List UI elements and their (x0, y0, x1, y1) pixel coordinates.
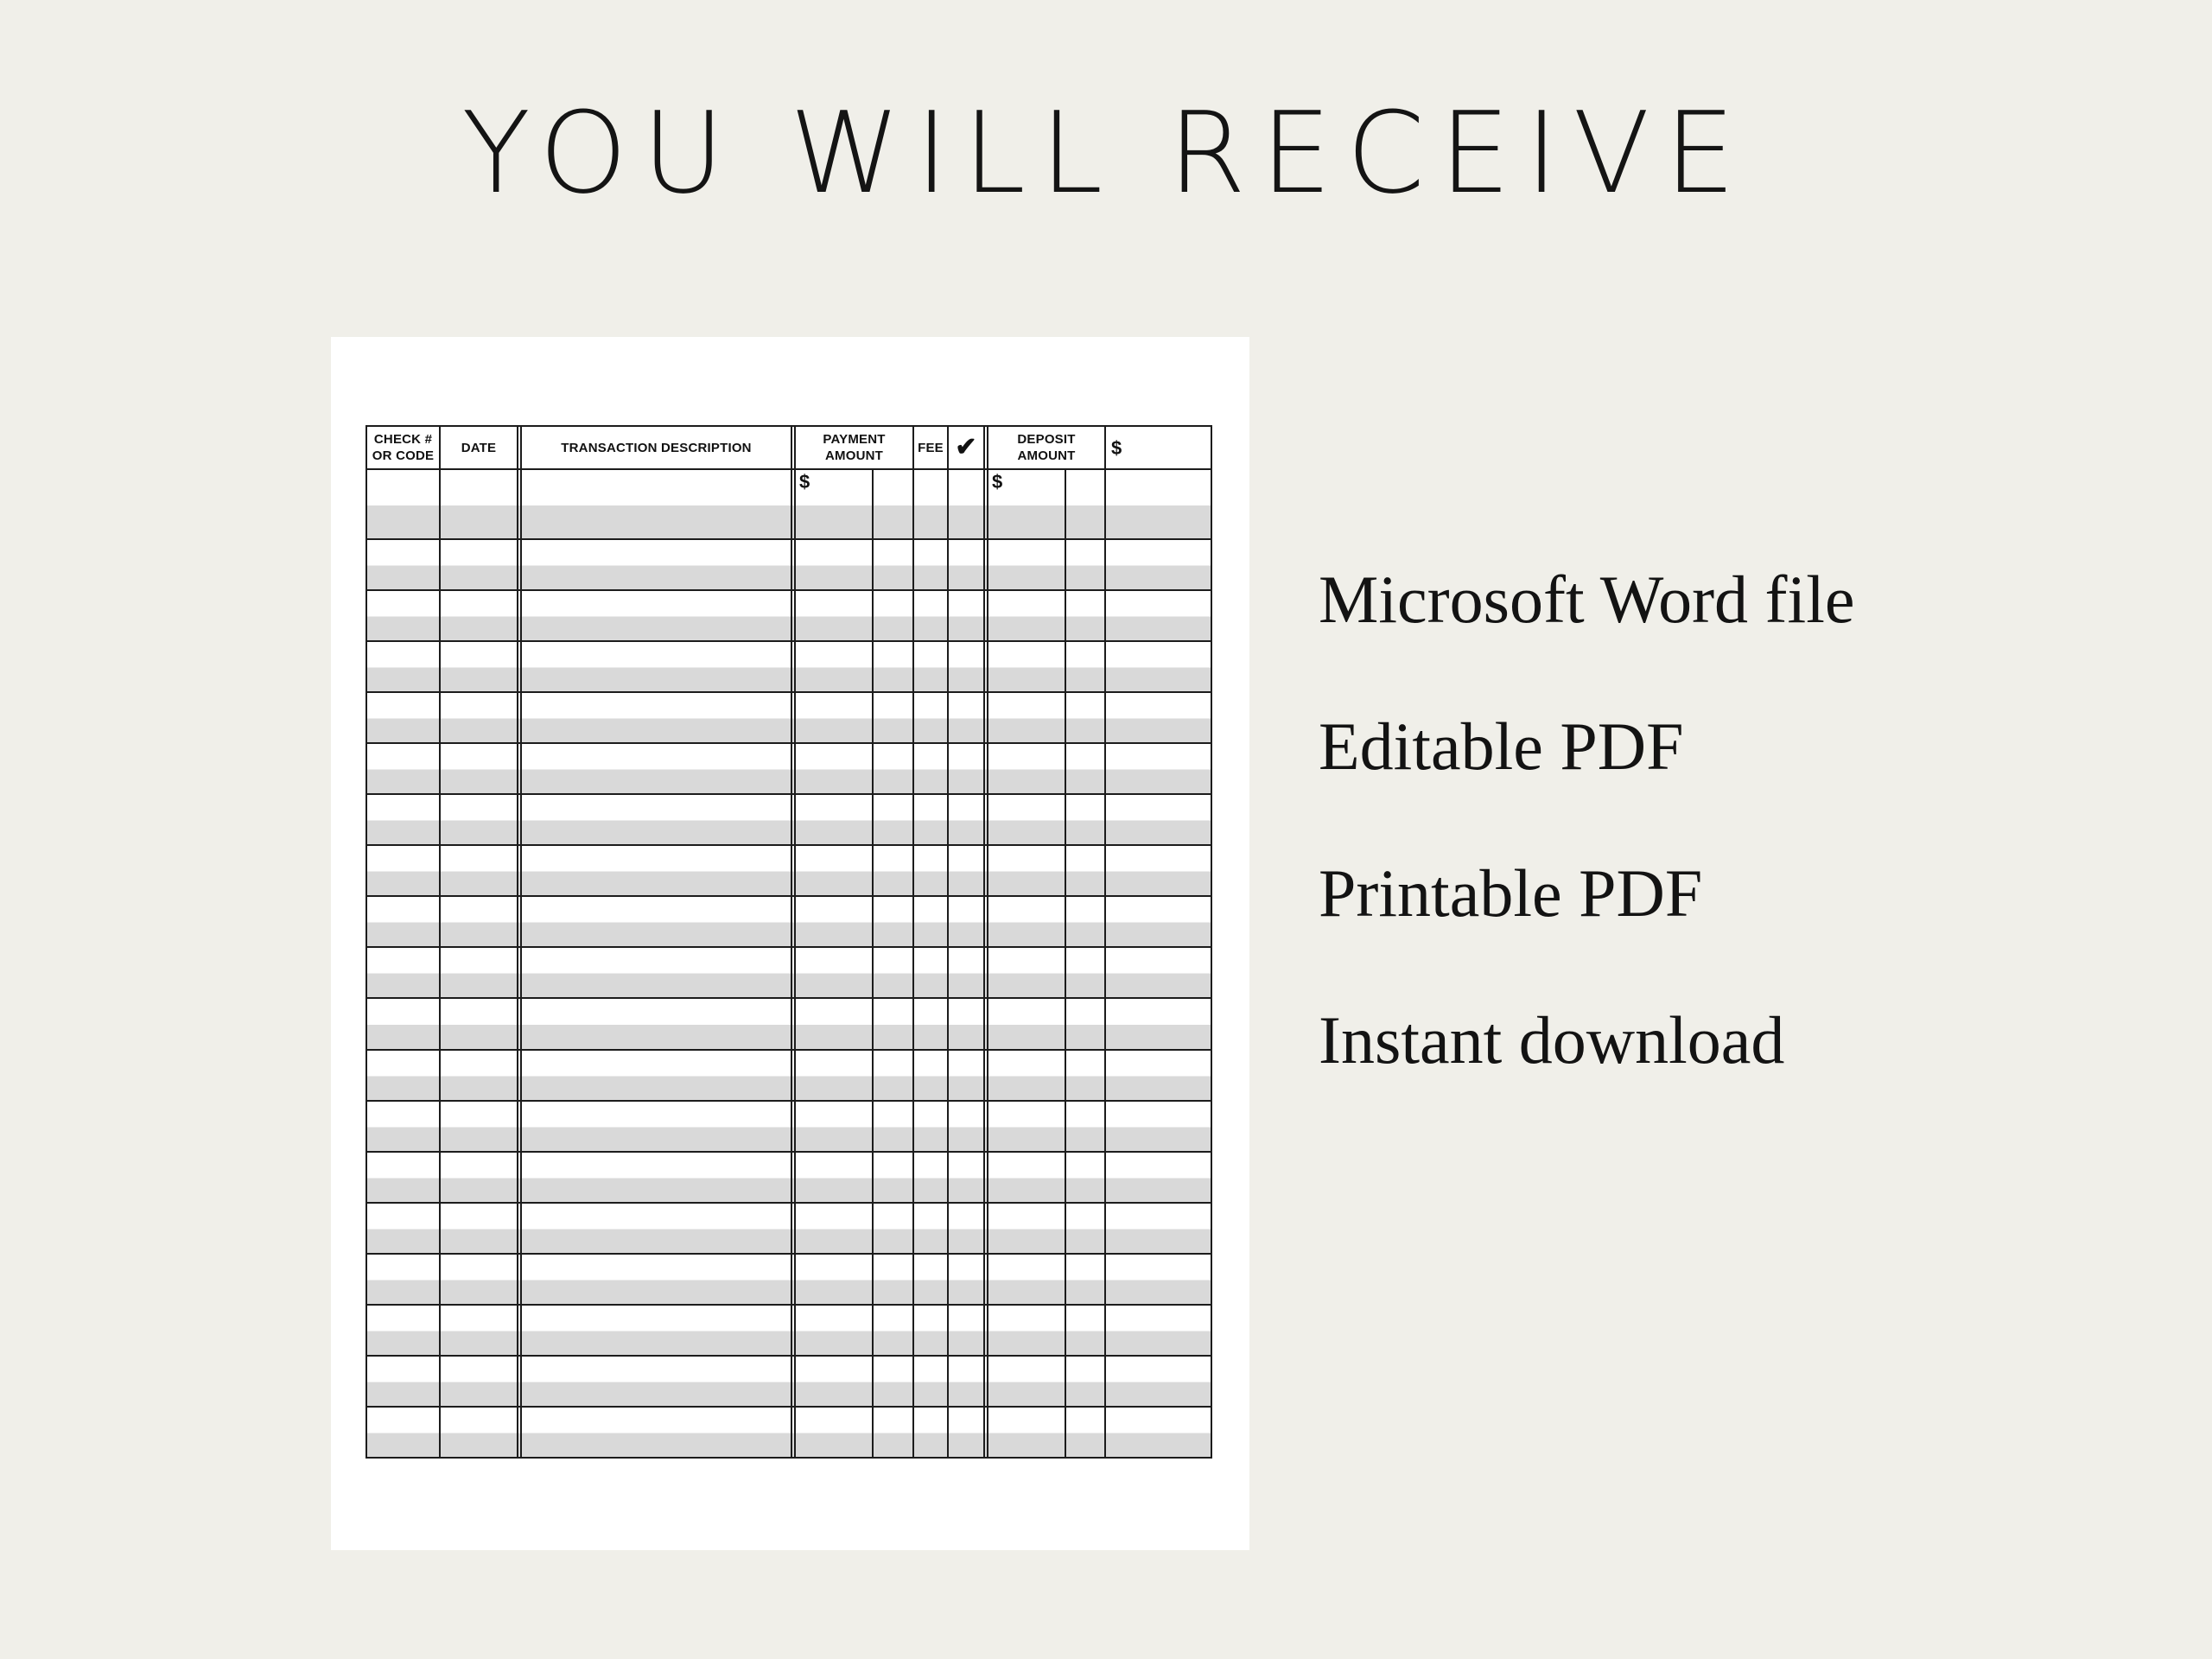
cell-description (522, 642, 796, 691)
cell-deposit-dollars (988, 1102, 1066, 1151)
cell-deposit-cents (1066, 591, 1106, 640)
cell-payment-cents (874, 1255, 914, 1304)
cell-payment-cents (874, 744, 914, 793)
cell-cleared (949, 846, 988, 895)
cell-date (441, 948, 522, 997)
cell-deposit-dollars (988, 1357, 1066, 1406)
deposit-currency-sign (988, 1255, 1065, 1257)
checkmark-icon: ✔ (955, 433, 977, 461)
cell-description (522, 1408, 796, 1457)
cell-deposit-cents (1066, 795, 1106, 844)
header-date: DATE (441, 427, 522, 468)
cell-description (522, 795, 796, 844)
cell-cleared (949, 1408, 988, 1457)
cell-deposit-dollars (988, 795, 1066, 844)
register-row (367, 948, 1211, 999)
cell-description (522, 1102, 796, 1151)
cell-cleared (949, 1102, 988, 1151)
cell-check-number (367, 948, 441, 997)
cell-payment-cents (874, 897, 914, 946)
cell-deposit-cents (1066, 1204, 1106, 1253)
cell-check-number (367, 693, 441, 742)
cell-deposit-cents (1066, 693, 1106, 742)
deposit-currency-sign (988, 795, 1065, 798)
cell-check-number (367, 1306, 441, 1355)
cell-cleared (949, 1153, 988, 1202)
cell-check-number (367, 642, 441, 691)
register-row (367, 540, 1211, 591)
cell-payment-cents (874, 999, 914, 1048)
cell-payment-cents (874, 1204, 914, 1253)
cell-description (522, 948, 796, 997)
cell-payment-cents (874, 540, 914, 589)
cell-check-number (367, 1153, 441, 1202)
cell-payment-dollars (796, 693, 874, 742)
cell-deposit-cents (1066, 846, 1106, 895)
cell-balance (1106, 591, 1211, 640)
cell-deposit-dollars (988, 846, 1066, 895)
deposit-currency-sign (988, 540, 1065, 543)
cell-payment-dollars (796, 1204, 874, 1253)
cell-fee (914, 470, 949, 538)
cell-date (441, 470, 522, 538)
cell-balance (1106, 470, 1211, 538)
cell-fee (914, 1102, 949, 1151)
cell-description (522, 846, 796, 895)
cell-cleared (949, 948, 988, 997)
document-preview (331, 337, 1249, 1550)
cell-balance (1106, 1153, 1211, 1202)
cell-payment-cents (874, 693, 914, 742)
register-row (367, 1408, 1211, 1457)
cell-balance (1106, 846, 1211, 895)
cell-deposit-dollars (988, 999, 1066, 1048)
register-row (367, 795, 1211, 846)
cell-balance (1106, 1051, 1211, 1100)
cell-description (522, 540, 796, 589)
cell-cleared (949, 999, 988, 1048)
payment-currency-sign (796, 846, 872, 849)
cell-date (441, 795, 522, 844)
header-balance-dollar: $ (1111, 436, 1122, 459)
cell-cleared (949, 795, 988, 844)
cell-balance (1106, 1306, 1211, 1355)
payment-currency-sign (796, 948, 872, 950)
payment-currency-sign (796, 693, 872, 696)
register-row (367, 693, 1211, 744)
cell-date (441, 999, 522, 1048)
cell-check-number (367, 591, 441, 640)
cell-cleared (949, 744, 988, 793)
cell-payment-dollars (796, 642, 874, 691)
cell-fee (914, 846, 949, 895)
cell-payment-cents (874, 1102, 914, 1151)
cell-deposit-cents (1066, 1102, 1106, 1151)
cell-deposit-cents (1066, 540, 1106, 589)
payment-currency-sign (796, 1357, 872, 1359)
deliverable-item: Printable PDF (1319, 855, 1703, 931)
cell-deposit-cents (1066, 642, 1106, 691)
payment-currency-sign (796, 1255, 872, 1257)
cell-payment-cents (874, 1408, 914, 1457)
cell-fee (914, 693, 949, 742)
cell-cleared (949, 897, 988, 946)
cell-date (441, 693, 522, 742)
cell-deposit-dollars (988, 1204, 1066, 1253)
register-body (367, 470, 1211, 1457)
cell-description (522, 1357, 796, 1406)
deposit-currency-sign (988, 897, 1065, 899)
deposit-currency-sign (988, 1306, 1065, 1308)
cell-description (522, 1255, 796, 1304)
cell-deposit-dollars (988, 642, 1066, 691)
cell-check-number (367, 795, 441, 844)
payment-currency-sign (796, 540, 872, 543)
deposit-currency-sign (988, 744, 1065, 747)
register-row (367, 999, 1211, 1050)
cell-balance (1106, 1357, 1211, 1406)
cell-payment-dollars (796, 846, 874, 895)
cell-payment-dollars (796, 1306, 874, 1355)
register-row (367, 1051, 1211, 1102)
cell-payment-dollars (796, 470, 874, 538)
cell-balance (1106, 1408, 1211, 1457)
register-row (367, 846, 1211, 897)
register-row (367, 1357, 1211, 1408)
cell-balance (1106, 999, 1211, 1048)
cell-deposit-cents (1066, 1306, 1106, 1355)
cell-balance (1106, 1204, 1211, 1253)
cell-date (441, 1408, 522, 1457)
cell-description (522, 1204, 796, 1253)
cell-fee (914, 1255, 949, 1304)
cell-deposit-dollars (988, 1051, 1066, 1100)
cell-payment-cents (874, 642, 914, 691)
cell-date (441, 1255, 522, 1304)
deposit-currency-sign (988, 591, 1065, 594)
cell-description (522, 591, 796, 640)
cell-date (441, 1153, 522, 1202)
register-row (367, 897, 1211, 948)
cell-fee (914, 1204, 949, 1253)
cell-cleared (949, 693, 988, 742)
cell-deposit-cents (1066, 1357, 1106, 1406)
cell-balance (1106, 693, 1211, 742)
cell-fee (914, 948, 949, 997)
cell-balance (1106, 744, 1211, 793)
cell-fee (914, 591, 949, 640)
cell-payment-cents (874, 948, 914, 997)
cell-date (441, 846, 522, 895)
cell-description (522, 897, 796, 946)
cell-deposit-dollars (988, 1408, 1066, 1457)
cell-description (522, 1306, 796, 1355)
header-payment-amount: PAYMENT AMOUNT (796, 427, 914, 468)
cell-deposit-dollars (988, 1306, 1066, 1355)
payment-currency-sign (796, 1204, 872, 1206)
deposit-currency-sign (988, 1408, 1065, 1410)
cell-deposit-cents (1066, 470, 1106, 538)
cell-check-number (367, 897, 441, 946)
header-check-number: CHECK # OR CODE (367, 427, 441, 468)
cell-payment-dollars (796, 540, 874, 589)
cell-payment-dollars (796, 1051, 874, 1100)
payment-currency-sign (796, 999, 872, 1001)
payment-currency-sign (796, 642, 872, 645)
check-register-table (365, 425, 1212, 1459)
cell-payment-cents (874, 591, 914, 640)
cell-fee (914, 1306, 949, 1355)
cell-date (441, 744, 522, 793)
cell-deposit-cents (1066, 948, 1106, 997)
cell-payment-cents (874, 1357, 914, 1406)
cell-cleared (949, 1255, 988, 1304)
cell-cleared (949, 591, 988, 640)
cell-balance (1106, 540, 1211, 589)
payment-currency-sign (796, 1102, 872, 1104)
cell-check-number (367, 846, 441, 895)
cell-payment-cents (874, 846, 914, 895)
header-deposit-amount: DEPOSIT AMOUNT (988, 427, 1106, 468)
register-row (367, 744, 1211, 795)
cell-balance (1106, 795, 1211, 844)
cell-deposit-dollars (988, 1255, 1066, 1304)
cell-fee (914, 1153, 949, 1202)
cell-payment-cents (874, 1306, 914, 1355)
cell-cleared (949, 470, 988, 538)
header-transaction-description: TRANSACTION DESCRIPTION (522, 427, 796, 468)
register-row (367, 591, 1211, 642)
cell-payment-dollars (796, 1255, 874, 1304)
cell-cleared (949, 642, 988, 691)
deposit-currency-sign (988, 1357, 1065, 1359)
cell-deposit-dollars (988, 948, 1066, 997)
cell-payment-dollars (796, 897, 874, 946)
payment-currency-sign (796, 1051, 872, 1053)
cell-balance (1106, 642, 1211, 691)
cell-date (441, 591, 522, 640)
cell-description (522, 693, 796, 742)
cell-deposit-dollars (988, 470, 1066, 538)
cell-check-number (367, 1102, 441, 1151)
cell-payment-cents (874, 470, 914, 538)
cell-check-number (367, 1255, 441, 1304)
cell-date (441, 1102, 522, 1151)
cell-payment-dollars (796, 948, 874, 997)
cell-deposit-cents (1066, 1153, 1106, 1202)
cell-payment-dollars (796, 1357, 874, 1406)
deliverable-item: Editable PDF (1319, 709, 1684, 784)
deliverable-item: Microsoft Word file (1319, 562, 1855, 637)
deposit-currency-sign (988, 846, 1065, 849)
register-header-row (367, 427, 1211, 470)
cell-check-number (367, 1051, 441, 1100)
cell-fee (914, 540, 949, 589)
cell-deposit-dollars (988, 897, 1066, 946)
payment-currency-sign (796, 744, 872, 747)
cell-check-number (367, 1357, 441, 1406)
cell-deposit-dollars (988, 693, 1066, 742)
deposit-currency-sign (988, 1102, 1065, 1104)
cell-date (441, 1204, 522, 1253)
cell-fee (914, 1408, 949, 1457)
cell-cleared (949, 1306, 988, 1355)
cell-check-number (367, 1408, 441, 1457)
register-row (367, 1204, 1211, 1255)
cell-balance (1106, 1255, 1211, 1304)
cell-balance (1106, 948, 1211, 997)
cell-fee (914, 1357, 949, 1406)
cell-payment-cents (874, 1051, 914, 1100)
cell-deposit-dollars (988, 744, 1066, 793)
payment-currency-sign (796, 795, 872, 798)
cell-payment-dollars (796, 1102, 874, 1151)
cell-fee (914, 642, 949, 691)
cell-deposit-cents (1066, 1408, 1106, 1457)
cell-deposit-cents (1066, 744, 1106, 793)
cell-fee (914, 1051, 949, 1100)
cell-date (441, 642, 522, 691)
cell-deposit-dollars (988, 540, 1066, 589)
register-row (367, 1153, 1211, 1204)
cell-payment-dollars (796, 795, 874, 844)
cell-date (441, 1306, 522, 1355)
cell-cleared (949, 1051, 988, 1100)
cell-deposit-cents (1066, 897, 1106, 946)
deposit-currency-sign (988, 1153, 1065, 1155)
cell-date (441, 1357, 522, 1406)
cell-fee (914, 795, 949, 844)
register-row (367, 1306, 1211, 1357)
payment-currency-sign (796, 897, 872, 899)
cell-description (522, 744, 796, 793)
cell-fee (914, 744, 949, 793)
cell-balance (1106, 1102, 1211, 1151)
cell-deposit-dollars (988, 1153, 1066, 1202)
cell-balance (1106, 897, 1211, 946)
register-row (367, 1102, 1211, 1153)
cell-payment-dollars (796, 744, 874, 793)
cell-check-number (367, 1204, 441, 1253)
cell-description (522, 470, 796, 538)
cell-check-number (367, 999, 441, 1048)
deposit-currency-sign (988, 948, 1065, 950)
cell-deposit-cents (1066, 1255, 1106, 1304)
cell-payment-dollars (796, 1408, 874, 1457)
cell-date (441, 540, 522, 589)
header-cleared-checkmark-icon (949, 427, 988, 468)
cell-payment-dollars (796, 999, 874, 1048)
page-title: YOU WILL RECEIVE (461, 87, 1751, 219)
cell-deposit-cents (1066, 999, 1106, 1048)
cell-cleared (949, 1357, 988, 1406)
cell-cleared (949, 1204, 988, 1253)
cell-cleared (949, 540, 988, 589)
deposit-currency-sign (988, 642, 1065, 645)
cell-fee (914, 897, 949, 946)
cell-description (522, 1153, 796, 1202)
register-row (367, 470, 1211, 540)
cell-check-number (367, 470, 441, 538)
cell-description (522, 999, 796, 1048)
cell-deposit-cents (1066, 1051, 1106, 1100)
payment-currency-sign (796, 1306, 872, 1308)
deposit-currency-sign (988, 1204, 1065, 1206)
deposit-currency-sign: $ (992, 471, 1003, 493)
cell-deposit-dollars (988, 591, 1066, 640)
cell-payment-dollars (796, 1153, 874, 1202)
cell-check-number (367, 744, 441, 793)
cell-payment-cents (874, 1153, 914, 1202)
cell-fee (914, 999, 949, 1048)
payment-currency-sign (796, 1153, 872, 1155)
cell-date (441, 1051, 522, 1100)
register-row (367, 642, 1211, 693)
payment-currency-sign (796, 1408, 872, 1410)
deposit-currency-sign (988, 693, 1065, 696)
deliverable-item: Instant download (1319, 1002, 1785, 1077)
deliverables-list (1319, 562, 1855, 1154)
cell-check-number (367, 540, 441, 589)
deposit-currency-sign (988, 999, 1065, 1001)
payment-currency-sign: $ (799, 471, 810, 493)
cell-description (522, 1051, 796, 1100)
register-row (367, 1255, 1211, 1306)
payment-currency-sign (796, 591, 872, 594)
cell-payment-dollars (796, 591, 874, 640)
deposit-currency-sign (988, 1051, 1065, 1053)
cell-date (441, 897, 522, 946)
cell-payment-cents (874, 795, 914, 844)
header-fee: FEE (914, 427, 949, 468)
